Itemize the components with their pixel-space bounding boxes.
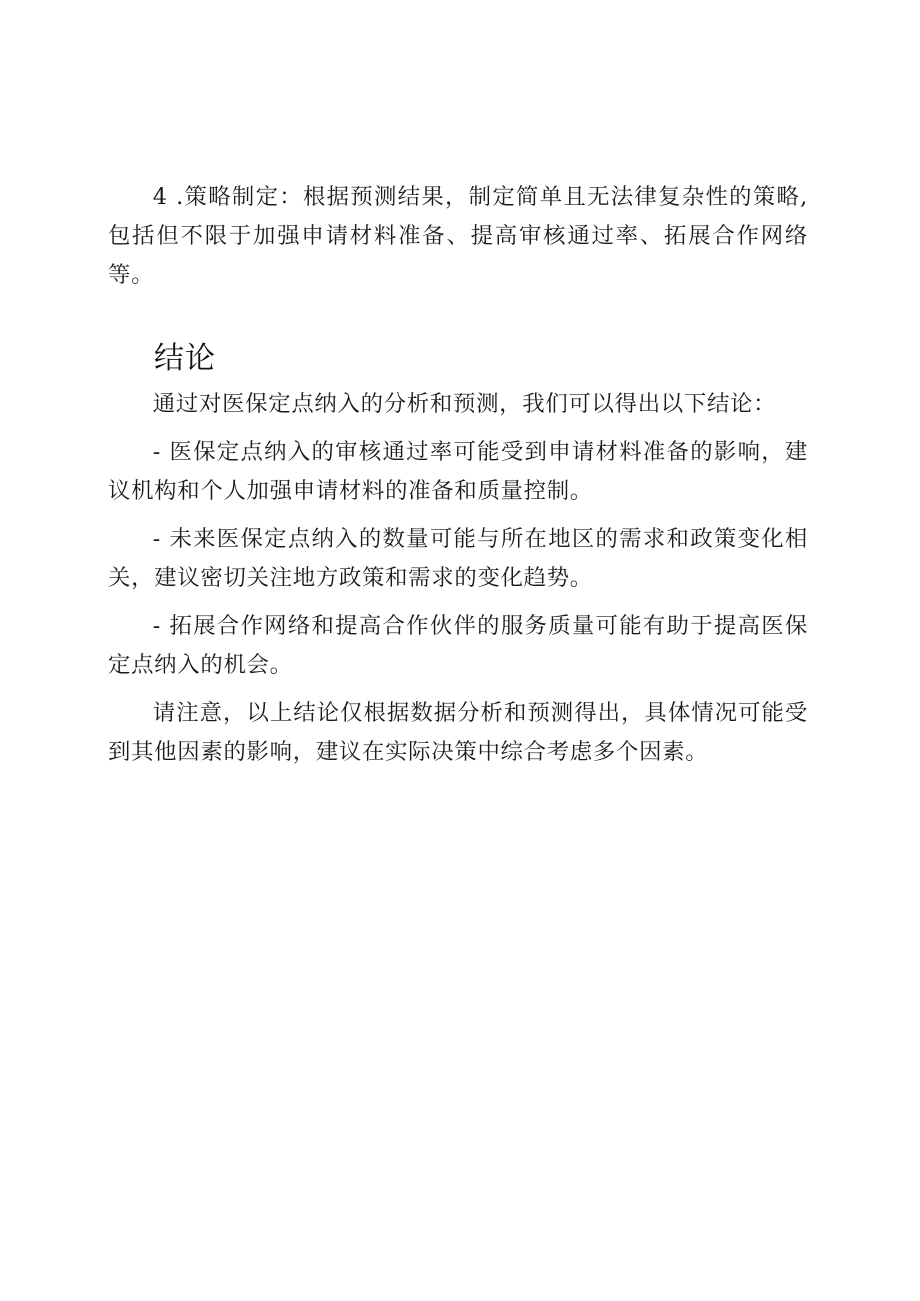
conclusion-point: - 拓展合作网络和提高合作伙伴的服务质量可能有助于提高医保定点纳入的机会。 (108, 613, 808, 678)
conclusion-intro: 通过对医保定点纳入的分析和预测，我们可以得出以下结论： (152, 391, 777, 417)
document-body (108, 178, 808, 772)
strategy-paragraph: 4 .策略制定：根据预测结果，制定简单且无法律复杂性的策略,包括但不限于加强申请材料准备、提高审核通过率、拓展合作网络等。 (108, 184, 808, 288)
disclaimer-note: 请注意，以上结论仅根据数据分析和预测得出，具体情况可能受到其他因素的影响，建议在实际决策中综合考虑多个因素。 (108, 700, 808, 765)
conclusion-point: - 未来医保定点纳入的数量可能与所在地区的需求和政策变化相关，建议密切关注地方政策和需求的变化趋势。 (108, 526, 808, 591)
conclusion-point: - 医保定点纳入的审核通过率可能受到申请材料准备的影响，建议机构和个人加强申请材料的准备和质量控制。 (108, 439, 808, 504)
conclusion-heading: 结论 (154, 341, 216, 376)
